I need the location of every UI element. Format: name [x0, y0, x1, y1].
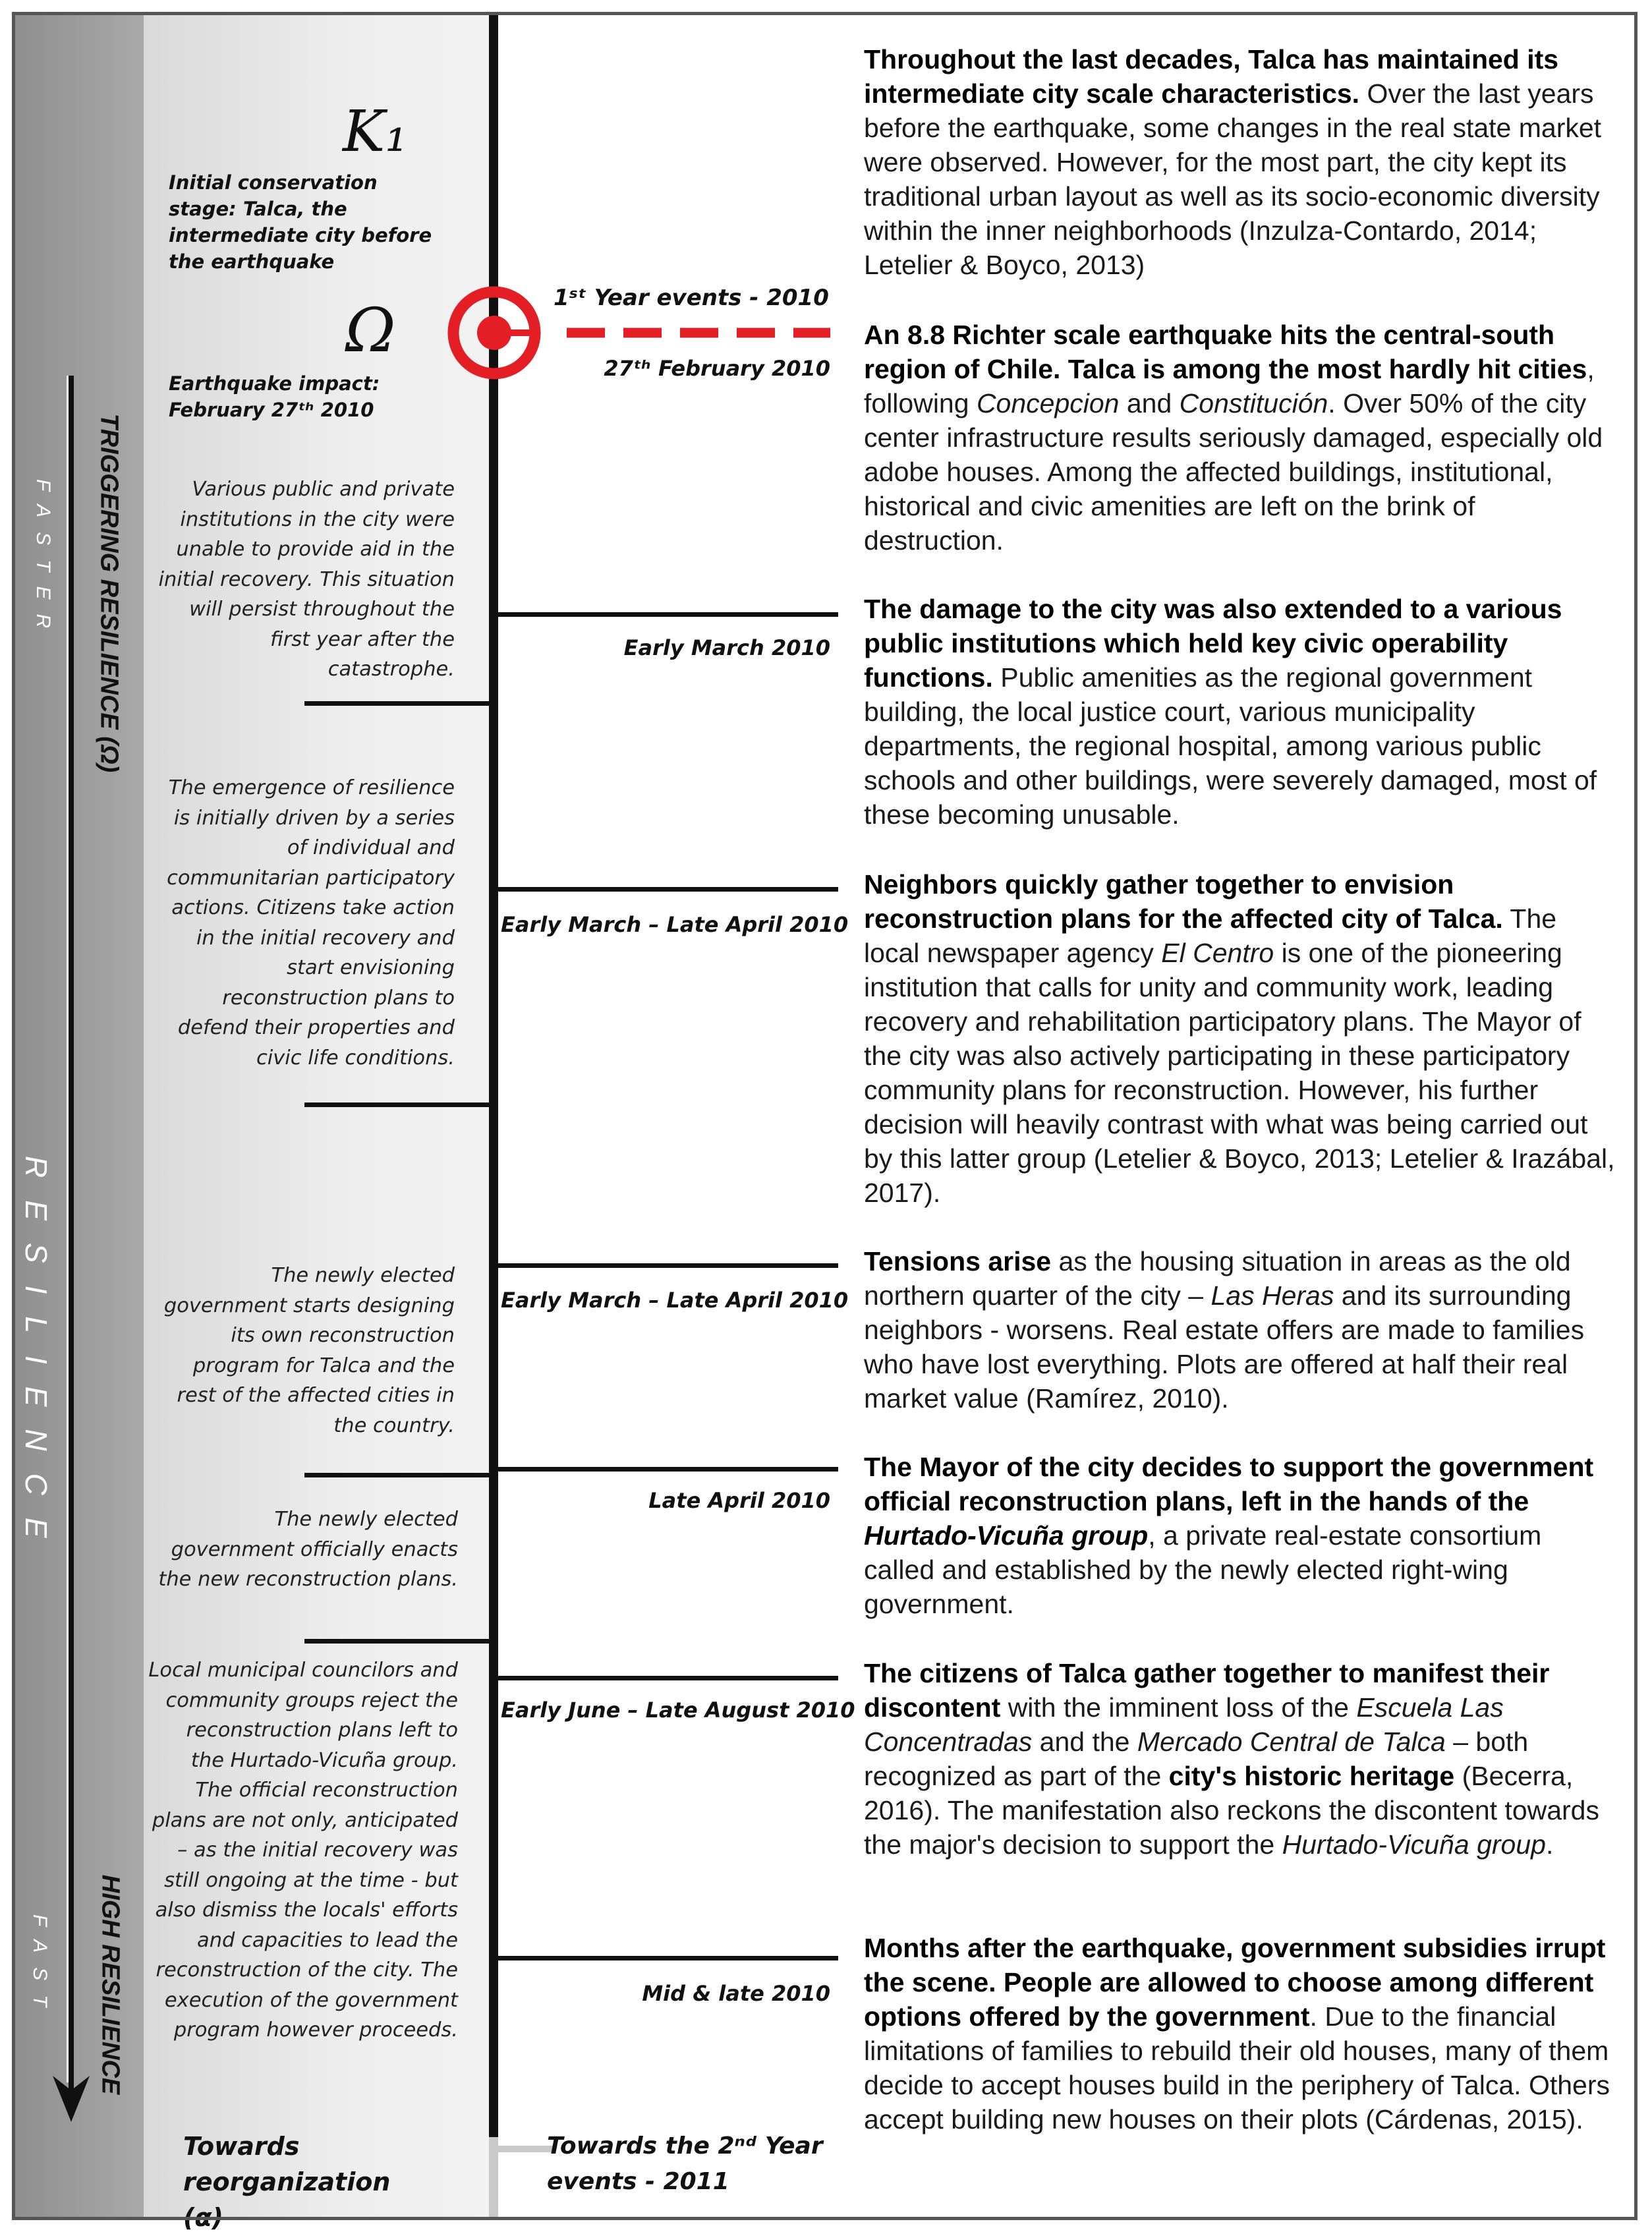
event-paragraph-7: The citizens of Talca gather together to manifest their discontent with the imminent loss of the Escuela Las Concentradas and the Mercado Central de Talca – both recognized as part of the city's historic heritage (Becerra, 2016). The manifestation also reckons the discontent towards the major's decision to support the Hurtado-Vicuña group. — [864, 1658, 1599, 1860]
k1-symbol: K₁ — [343, 99, 408, 165]
towards-reorganization-label: Towards reorganization (α) — [183, 2132, 391, 2232]
left-note-5: Local municipal councilors and community groups reject the reconstruction plans left to the Hurtado-Vicuña group. The official reconstruction plans are not only, anticipated – as the initial recovery was still ongoing at the time - but also dismiss the locals' efforts and capacities to lead the reconstruction of the city. The execution of the government program however proceeds. — [148, 1659, 458, 2042]
figure-frame — [12, 12, 1638, 2220]
event-paragraph-4: Neighbors quickly gather together to envision reconstruction plans for the affected city of Talca. The local newspaper agency El Centro is one of the pioneering institution that calls for unity and community work, leading recovery and rehabilitation participatory plans. The Mayor of the city was also actively participating in these participatory community plans for reconstruction. However, his further decision will heavily contrast with what was being carried out by this latter group (Letelier & Boyco, 2013; Letelier & Irazábal, 2017). — [864, 869, 1615, 1208]
faster-label: FASTER — [32, 479, 54, 643]
left-note-4: The newly elected government officially enacts the new reconstruction plans. — [158, 1508, 458, 1591]
left-note-1: Various public and private institutions in the city were unable to provide aid in the initial recovery. This situation will persist throughout the first year after the catastrophe. — [158, 478, 455, 681]
event-date-7: Mid & late 2010 — [642, 1981, 830, 2006]
event-paragraph-1: Throughout the last decades, Talca has maintained its intermediate city scale characteristics. Over the last years before the earthquake, some changes in the real state market were observed. However, for the most part, the city kept its traditional urban layout as well as its socio-economic diversity within the inner neighborhoods (Inzulza-Contardo, 2014; Letelier & Boyco, 2013) — [864, 44, 1602, 280]
event-date-4: Early March – Late April 2010 — [501, 1288, 849, 1313]
k1-caption: Initial conservation stage: Talca, the intermediate city before the earthquake — [169, 171, 432, 273]
left-note-2: The emergence of resilience is initially driven by a series of individual and communitarian participatory actions. Citizens take action in the initial recovery and start envisioning reconstruction plans to defend their properties and civic life conditions. — [167, 776, 455, 1070]
omega-symbol: Ω — [345, 295, 396, 366]
event-date-3: Early March – Late April 2010 — [501, 912, 849, 937]
event-date-5: Late April 2010 — [648, 1488, 830, 1513]
event-date-1: 27ᵗʰ February 2010 — [604, 356, 830, 381]
event-paragraph-6: The Mayor of the city decides to support the government official reconstruction plans, left in the hands of the Hurtado-Vicuña group, a private real-estate consortium called and established by the newly elected right-wing government. — [864, 1452, 1594, 1619]
earthquake-caption-line1: Earthquake impact: — [169, 372, 380, 395]
event-paragraph-2: An 8.8 Richter scale earthquake hits the central-south region of Chile. Talca is among the most hardly hit cities, following Concepcion and Constitución. Over 50% of the city center infrastructure results seriously damaged, especially old adobe houses. Among the affected buildings, institutional, historical and civic amenities are left on the brink of destruction. — [864, 320, 1603, 556]
event-paragraph-5: Tensions arise as the housing situation in areas as the old northern quarter of the city – Las Heras and its surrounding neighbors - worsens. Real estate offers are made to families who have lost everything. Plots are offered at half their real market value (Ramírez, 2010). — [864, 1246, 1585, 1414]
fast-label: FAST — [29, 1914, 51, 2022]
event-paragraph-3: The damage to the city was also extended to a various public institutions which held key civic operability functions. Public amenities as the regional government building, the local justice court, various municipality departments, the regional hospital, among various public schools and other buildings, were severely damaged, most of these becoming unusable. — [864, 594, 1597, 830]
earthquake-caption-line2: February 27ᵗʰ 2010 — [169, 399, 374, 421]
towards-second-year-label: Towards the 2ⁿᵈ Year events - 2011 — [547, 2132, 823, 2195]
year-events-header: 1ˢᵗ Year events - 2010 — [554, 285, 829, 311]
event-date-6: Early June – Late August 2010 — [501, 1698, 855, 1723]
event-date-2: Early March 2010 — [623, 635, 830, 660]
event-paragraph-8: Months after the earthquake, government subsidies irrupt the scene. People are allowed to choose among different options offered by the government. Due to the financial limitations of families to rebuild their old houses, many of them decide to accept houses build in the periphery of Talca. Others accept building new houses on their plots (Cárdenas, 2015). — [864, 1933, 1610, 2134]
triggering-resilience-label: TRIGGERING RESILIENCE (Ω) — [95, 413, 123, 773]
left-note-3: The newly elected government starts designing its own reconstruction program for Talca and the rest of the affected cities in the country. — [163, 1264, 455, 1437]
resilience-label: RESILIENCE — [19, 1156, 53, 1560]
high-resilience-label: HIGH RESILIENCE — [96, 1874, 125, 2095]
